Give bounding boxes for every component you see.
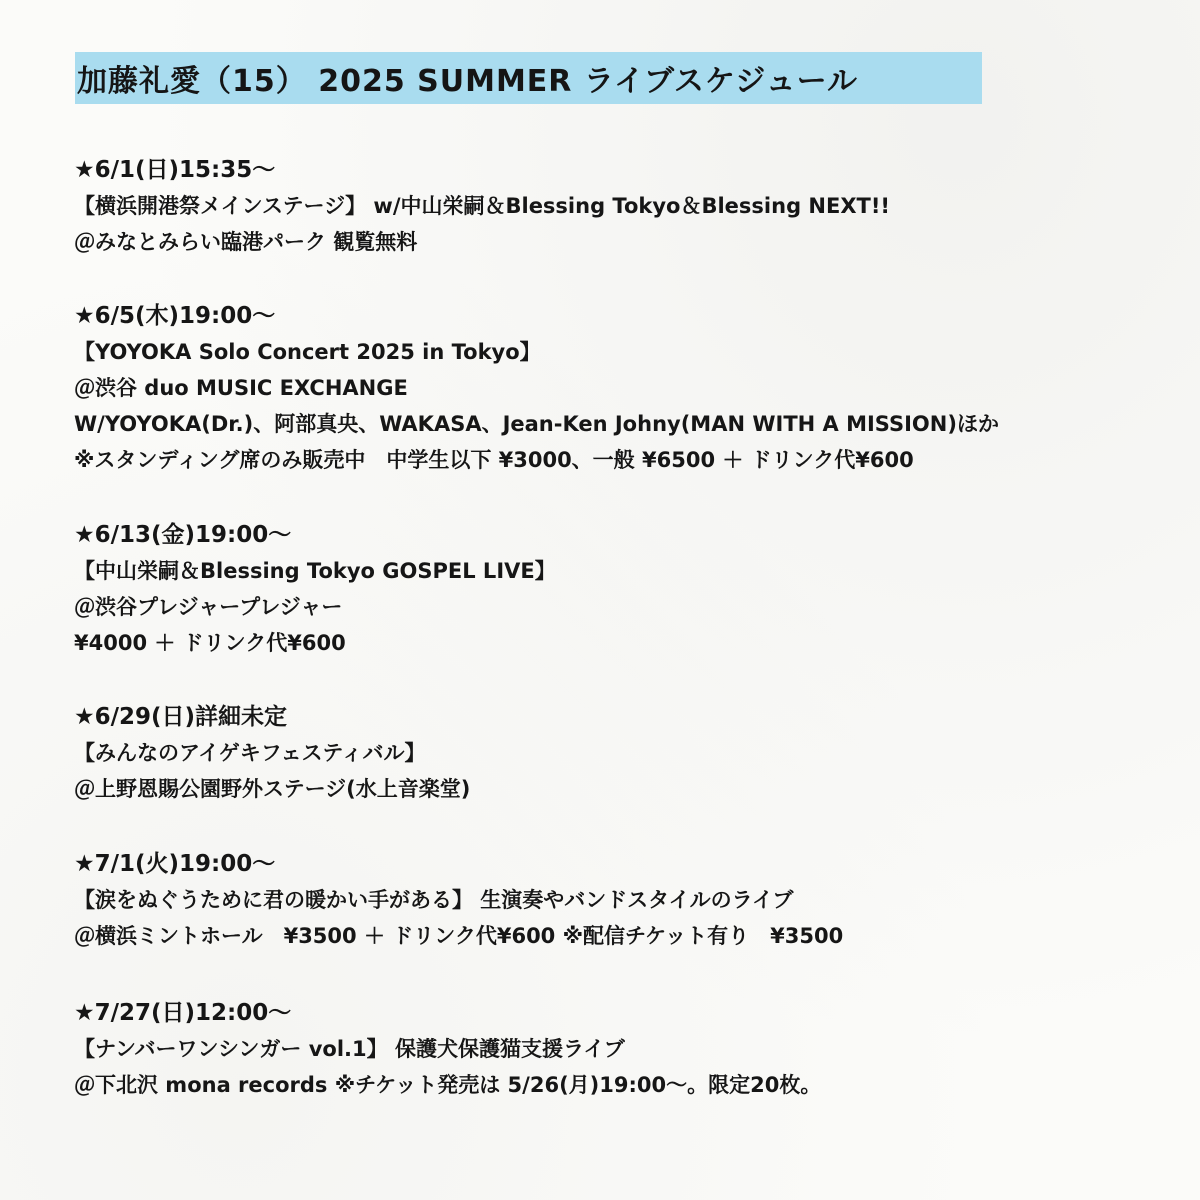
event-date: ★7/27(日)12:00～ — [74, 1000, 292, 1026]
event-venue: ＠渋谷 duo MUSIC EXCHANGE — [74, 376, 408, 400]
event-date: ★6/1(日)15:35～ — [74, 157, 276, 183]
event-item — [74, 298, 1174, 478]
event-date: ★6/13(金)19:00～ — [74, 522, 292, 548]
event-venue: ＠下北沢 mona records ※チケット発売は 5/26(月)19:00～。限定20枚。 — [74, 1073, 822, 1097]
event-title: 【YOYOKA Solo Concert 2025 in Tokyo】 — [74, 340, 541, 364]
event-item — [74, 846, 1174, 954]
event-performers: W/YOYOKA(Dr.)、阿部真央、WAKASA、Jean-Ken Johny(MAN WITH A MISSION)ほか — [74, 412, 999, 436]
event-title: 【みんなのアイゲキフェスティバル】 — [74, 741, 426, 765]
event-price: ¥4000 ＋ ドリンク代¥600 — [74, 631, 346, 655]
event-title: 【中山栄嗣＆Blessing Tokyo GOSPEL LIVE】 — [74, 559, 556, 583]
page-title: 加藤礼愛（15） 2025 SUMMER ライブスケジュール — [77, 64, 859, 99]
event-price: ※スタンディング席のみ販売中 中学生以下 ¥3000、一般 ¥6500 ＋ ドリンク代¥600 — [74, 448, 914, 472]
event-item — [74, 152, 1174, 260]
event-item — [74, 699, 1174, 807]
event-title: 【横浜開港祭メインステージ】 w/中山栄嗣＆Blessing Tokyo＆Blessing NEXT!! — [74, 194, 891, 218]
event-title: 【涙をぬぐうために君の暖かい手がある】 生演奏やバンドスタイルのライブ — [74, 888, 794, 912]
event-date: ★7/1(火)19:00～ — [74, 851, 276, 877]
event-item — [74, 517, 1174, 661]
event-list — [74, 152, 1174, 1103]
event-venue: ＠渋谷プレジャープレジャー — [74, 595, 343, 619]
event-venue: ＠上野恩賜公園野外ステージ(水上音楽堂) — [74, 777, 471, 801]
event-date: ★6/5(木)19:00～ — [74, 303, 276, 329]
event-title: 【ナンバーワンシンガー vol.1】 保護犬保護猫支援ライブ — [74, 1037, 625, 1061]
event-venue: ＠横浜ミントホール ¥3500 ＋ ドリンク代¥600 ※配信チケット有り ¥3500 — [74, 924, 844, 948]
event-item — [74, 995, 1174, 1103]
event-date: ★6/29(日)詳細未定 — [74, 704, 288, 730]
event-venue: ＠みなとみらい臨港パーク 観覧無料 — [74, 230, 418, 254]
title-highlight — [75, 52, 982, 104]
